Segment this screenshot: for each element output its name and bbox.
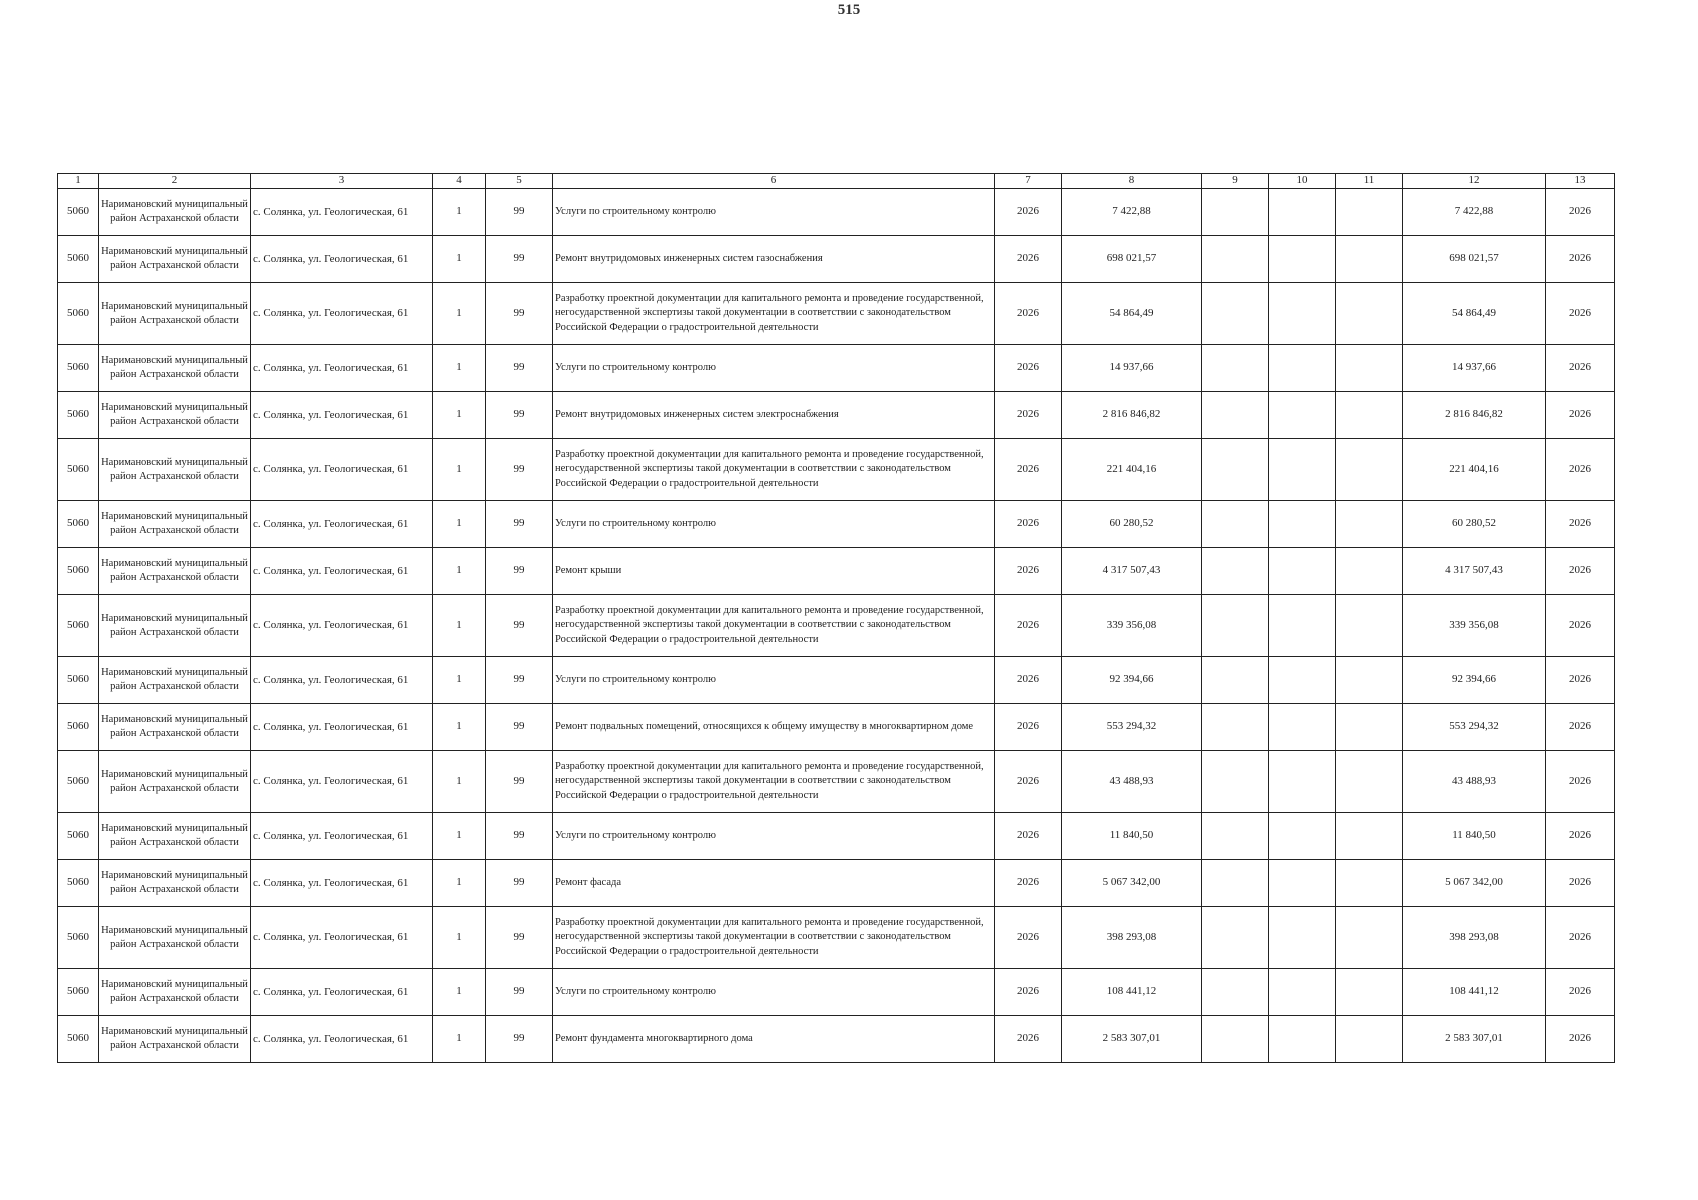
work-type-cell: Разработку проектной документации для капитального ремонта и проведение государственной, негосударственной экспертизы такой документации в соответствии с законодательством Российской Федерации о градостроительной деятельности xyxy=(553,907,995,969)
table-row xyxy=(58,813,1615,860)
municipality-cell: Наримановский муниципальный район Астраханской области xyxy=(99,907,251,969)
table-row xyxy=(58,1016,1615,1063)
col10-cell xyxy=(1269,907,1336,969)
record-id: 5060 xyxy=(58,345,99,392)
col5-cell: 99 xyxy=(486,439,553,501)
total-cell: 92 394,66 xyxy=(1403,657,1546,704)
table-row xyxy=(58,860,1615,907)
col11-cell xyxy=(1336,439,1403,501)
col10-cell xyxy=(1269,501,1336,548)
total-cell: 14 937,66 xyxy=(1403,345,1546,392)
col10-cell xyxy=(1269,751,1336,813)
municipality-cell: Наримановский муниципальный район Астраханской области xyxy=(99,236,251,283)
amount-cell: 339 356,08 xyxy=(1062,595,1202,657)
year-end-cell: 2026 xyxy=(1546,1016,1615,1063)
col10-cell xyxy=(1269,548,1336,595)
column-header-7: 7 xyxy=(995,174,1062,189)
column-header-9: 9 xyxy=(1202,174,1269,189)
total-cell: 2 816 846,82 xyxy=(1403,392,1546,439)
col11-cell xyxy=(1336,704,1403,751)
col9-cell xyxy=(1202,657,1269,704)
total-cell: 398 293,08 xyxy=(1403,907,1546,969)
col11-cell xyxy=(1336,548,1403,595)
table-row xyxy=(58,283,1615,345)
year-cell: 2026 xyxy=(995,704,1062,751)
total-cell: 108 441,12 xyxy=(1403,969,1546,1016)
table-header-row xyxy=(58,174,1615,189)
table-row xyxy=(58,751,1615,813)
col5-cell: 99 xyxy=(486,907,553,969)
col9-cell xyxy=(1202,969,1269,1016)
municipality-cell: Наримановский муниципальный район Астраханской области xyxy=(99,751,251,813)
column-header-10: 10 xyxy=(1269,174,1336,189)
year-cell: 2026 xyxy=(995,236,1062,283)
record-id: 5060 xyxy=(58,860,99,907)
col11-cell xyxy=(1336,501,1403,548)
col11-cell xyxy=(1336,751,1403,813)
col4-cell: 1 xyxy=(433,657,486,704)
work-type-cell: Ремонт подвальных помещений, относящихся к общему имуществу в многоквартирном доме xyxy=(553,704,995,751)
col5-cell: 99 xyxy=(486,704,553,751)
col9-cell xyxy=(1202,595,1269,657)
year-cell: 2026 xyxy=(995,392,1062,439)
year-cell: 2026 xyxy=(995,283,1062,345)
address-cell: с. Солянка, ул. Геологическая, 61 xyxy=(251,345,433,392)
table-row xyxy=(58,501,1615,548)
total-cell: 339 356,08 xyxy=(1403,595,1546,657)
work-type-cell: Разработку проектной документации для капитального ремонта и проведение государственной, негосударственной экспертизы такой документации в соответствии с законодательством Российской Федерации о градостроительной деятельности xyxy=(553,751,995,813)
record-id: 5060 xyxy=(58,657,99,704)
col11-cell xyxy=(1336,1016,1403,1063)
table-body xyxy=(58,189,1615,1063)
col5-cell: 99 xyxy=(486,501,553,548)
total-cell: 54 864,49 xyxy=(1403,283,1546,345)
col4-cell: 1 xyxy=(433,595,486,657)
record-id: 5060 xyxy=(58,236,99,283)
address-cell: с. Солянка, ул. Геологическая, 61 xyxy=(251,548,433,595)
col10-cell xyxy=(1269,704,1336,751)
col9-cell xyxy=(1202,392,1269,439)
col4-cell: 1 xyxy=(433,751,486,813)
col10-cell xyxy=(1269,392,1336,439)
table-row xyxy=(58,439,1615,501)
year-end-cell: 2026 xyxy=(1546,704,1615,751)
year-cell: 2026 xyxy=(995,548,1062,595)
amount-cell: 11 840,50 xyxy=(1062,813,1202,860)
table-row xyxy=(58,595,1615,657)
total-cell: 5 067 342,00 xyxy=(1403,860,1546,907)
year-cell: 2026 xyxy=(995,345,1062,392)
year-cell: 2026 xyxy=(995,189,1062,236)
repair-program-table xyxy=(57,173,1615,1063)
col10-cell xyxy=(1269,813,1336,860)
amount-cell: 398 293,08 xyxy=(1062,907,1202,969)
col9-cell xyxy=(1202,704,1269,751)
amount-cell: 14 937,66 xyxy=(1062,345,1202,392)
column-header-3: 3 xyxy=(251,174,433,189)
year-cell: 2026 xyxy=(995,439,1062,501)
record-id: 5060 xyxy=(58,813,99,860)
total-cell: 7 422,88 xyxy=(1403,189,1546,236)
total-cell: 11 840,50 xyxy=(1403,813,1546,860)
col11-cell xyxy=(1336,969,1403,1016)
col4-cell: 1 xyxy=(433,969,486,1016)
record-id: 5060 xyxy=(58,704,99,751)
col10-cell xyxy=(1269,283,1336,345)
record-id: 5060 xyxy=(58,1016,99,1063)
municipality-cell: Наримановский муниципальный район Астраханской области xyxy=(99,345,251,392)
col4-cell: 1 xyxy=(433,236,486,283)
col9-cell xyxy=(1202,345,1269,392)
col9-cell xyxy=(1202,283,1269,345)
col9-cell xyxy=(1202,751,1269,813)
col11-cell xyxy=(1336,907,1403,969)
amount-cell: 54 864,49 xyxy=(1062,283,1202,345)
col9-cell xyxy=(1202,189,1269,236)
address-cell: с. Солянка, ул. Геологическая, 61 xyxy=(251,501,433,548)
work-type-cell: Разработку проектной документации для капитального ремонта и проведение государственной, негосударственной экспертизы такой документации в соответствии с законодательством Российской Федерации о градостроительной деятельности xyxy=(553,595,995,657)
col11-cell xyxy=(1336,860,1403,907)
work-type-cell: Услуги по строительному контролю xyxy=(553,345,995,392)
column-header-5: 5 xyxy=(486,174,553,189)
address-cell: с. Солянка, ул. Геологическая, 61 xyxy=(251,392,433,439)
address-cell: с. Солянка, ул. Геологическая, 61 xyxy=(251,860,433,907)
municipality-cell: Наримановский муниципальный район Астраханской области xyxy=(99,283,251,345)
column-header-4: 4 xyxy=(433,174,486,189)
col4-cell: 1 xyxy=(433,907,486,969)
col9-cell xyxy=(1202,548,1269,595)
col10-cell xyxy=(1269,345,1336,392)
record-id: 5060 xyxy=(58,969,99,1016)
year-cell: 2026 xyxy=(995,501,1062,548)
col11-cell xyxy=(1336,345,1403,392)
col5-cell: 99 xyxy=(486,860,553,907)
col10-cell xyxy=(1269,189,1336,236)
work-type-cell: Ремонт фундамента многоквартирного дома xyxy=(553,1016,995,1063)
table-row xyxy=(58,392,1615,439)
work-type-cell: Ремонт внутридомовых инженерных систем электроснабжения xyxy=(553,392,995,439)
record-id: 5060 xyxy=(58,548,99,595)
municipality-cell: Наримановский муниципальный район Астраханской области xyxy=(99,657,251,704)
work-type-cell: Ремонт внутридомовых инженерных систем газоснабжения xyxy=(553,236,995,283)
col11-cell xyxy=(1336,392,1403,439)
total-cell: 60 280,52 xyxy=(1403,501,1546,548)
total-cell: 43 488,93 xyxy=(1403,751,1546,813)
municipality-cell: Наримановский муниципальный район Астраханской области xyxy=(99,189,251,236)
work-type-cell: Ремонт фасада xyxy=(553,860,995,907)
year-cell: 2026 xyxy=(995,813,1062,860)
year-end-cell: 2026 xyxy=(1546,439,1615,501)
address-cell: с. Солянка, ул. Геологическая, 61 xyxy=(251,813,433,860)
municipality-cell: Наримановский муниципальный район Астраханской области xyxy=(99,595,251,657)
col5-cell: 99 xyxy=(486,189,553,236)
year-end-cell: 2026 xyxy=(1546,548,1615,595)
col9-cell xyxy=(1202,907,1269,969)
col5-cell: 99 xyxy=(486,751,553,813)
col10-cell xyxy=(1269,969,1336,1016)
col11-cell xyxy=(1336,813,1403,860)
col5-cell: 99 xyxy=(486,236,553,283)
col4-cell: 1 xyxy=(433,1016,486,1063)
municipality-cell: Наримановский муниципальный район Астраханской области xyxy=(99,439,251,501)
col5-cell: 99 xyxy=(486,548,553,595)
col11-cell xyxy=(1336,657,1403,704)
col10-cell xyxy=(1269,595,1336,657)
work-type-cell: Услуги по строительному контролю xyxy=(553,657,995,704)
amount-cell: 92 394,66 xyxy=(1062,657,1202,704)
col4-cell: 1 xyxy=(433,501,486,548)
col10-cell xyxy=(1269,1016,1336,1063)
address-cell: с. Солянка, ул. Геологическая, 61 xyxy=(251,189,433,236)
municipality-cell: Наримановский муниципальный район Астраханской области xyxy=(99,548,251,595)
table-row xyxy=(58,345,1615,392)
year-end-cell: 2026 xyxy=(1546,501,1615,548)
year-end-cell: 2026 xyxy=(1546,860,1615,907)
work-type-cell: Разработку проектной документации для капитального ремонта и проведение государственной, негосударственной экспертизы такой документации в соответствии с законодательством Российской Федерации о градостроительной деятельности xyxy=(553,283,995,345)
municipality-cell: Наримановский муниципальный район Астраханской области xyxy=(99,969,251,1016)
address-cell: с. Солянка, ул. Геологическая, 61 xyxy=(251,236,433,283)
address-cell: с. Солянка, ул. Геологическая, 61 xyxy=(251,907,433,969)
total-cell: 221 404,16 xyxy=(1403,439,1546,501)
address-cell: с. Солянка, ул. Геологическая, 61 xyxy=(251,439,433,501)
col5-cell: 99 xyxy=(486,969,553,1016)
year-end-cell: 2026 xyxy=(1546,907,1615,969)
table-row xyxy=(58,907,1615,969)
address-cell: с. Солянка, ул. Геологическая, 61 xyxy=(251,595,433,657)
amount-cell: 108 441,12 xyxy=(1062,969,1202,1016)
col4-cell: 1 xyxy=(433,548,486,595)
total-cell: 2 583 307,01 xyxy=(1403,1016,1546,1063)
amount-cell: 5 067 342,00 xyxy=(1062,860,1202,907)
col9-cell xyxy=(1202,1016,1269,1063)
total-cell: 698 021,57 xyxy=(1403,236,1546,283)
col10-cell xyxy=(1269,439,1336,501)
col4-cell: 1 xyxy=(433,283,486,345)
col9-cell xyxy=(1202,236,1269,283)
table-row xyxy=(58,969,1615,1016)
amount-cell: 4 317 507,43 xyxy=(1062,548,1202,595)
year-end-cell: 2026 xyxy=(1546,345,1615,392)
col10-cell xyxy=(1269,860,1336,907)
amount-cell: 7 422,88 xyxy=(1062,189,1202,236)
address-cell: с. Солянка, ул. Геологическая, 61 xyxy=(251,751,433,813)
record-id: 5060 xyxy=(58,439,99,501)
municipality-cell: Наримановский муниципальный район Астраханской области xyxy=(99,1016,251,1063)
col5-cell: 99 xyxy=(486,595,553,657)
col5-cell: 99 xyxy=(486,392,553,439)
record-id: 5060 xyxy=(58,392,99,439)
address-cell: с. Солянка, ул. Геологическая, 61 xyxy=(251,1016,433,1063)
total-cell: 4 317 507,43 xyxy=(1403,548,1546,595)
municipality-cell: Наримановский муниципальный район Астраханской области xyxy=(99,392,251,439)
table-row xyxy=(58,548,1615,595)
work-type-cell: Услуги по строительному контролю xyxy=(553,189,995,236)
col5-cell: 99 xyxy=(486,283,553,345)
col9-cell xyxy=(1202,860,1269,907)
column-header-2: 2 xyxy=(99,174,251,189)
col4-cell: 1 xyxy=(433,704,486,751)
municipality-cell: Наримановский муниципальный район Астраханской области xyxy=(99,704,251,751)
amount-cell: 698 021,57 xyxy=(1062,236,1202,283)
year-cell: 2026 xyxy=(995,657,1062,704)
col11-cell xyxy=(1336,189,1403,236)
column-header-11: 11 xyxy=(1336,174,1403,189)
column-header-6: 6 xyxy=(553,174,995,189)
col10-cell xyxy=(1269,236,1336,283)
col4-cell: 1 xyxy=(433,392,486,439)
address-cell: с. Солянка, ул. Геологическая, 61 xyxy=(251,657,433,704)
year-end-cell: 2026 xyxy=(1546,813,1615,860)
work-type-cell: Услуги по строительному контролю xyxy=(553,969,995,1016)
year-cell: 2026 xyxy=(995,969,1062,1016)
record-id: 5060 xyxy=(58,907,99,969)
col11-cell xyxy=(1336,283,1403,345)
col4-cell: 1 xyxy=(433,189,486,236)
year-end-cell: 2026 xyxy=(1546,283,1615,345)
total-cell: 553 294,32 xyxy=(1403,704,1546,751)
year-cell: 2026 xyxy=(995,860,1062,907)
year-end-cell: 2026 xyxy=(1546,595,1615,657)
col9-cell xyxy=(1202,813,1269,860)
col5-cell: 99 xyxy=(486,813,553,860)
year-end-cell: 2026 xyxy=(1546,751,1615,813)
municipality-cell: Наримановский муниципальный район Астраханской области xyxy=(99,501,251,548)
year-end-cell: 2026 xyxy=(1546,189,1615,236)
amount-cell: 2 583 307,01 xyxy=(1062,1016,1202,1063)
year-end-cell: 2026 xyxy=(1546,236,1615,283)
page-number: 515 xyxy=(837,2,861,18)
column-header-8: 8 xyxy=(1062,174,1202,189)
col11-cell xyxy=(1336,236,1403,283)
address-cell: с. Солянка, ул. Геологическая, 61 xyxy=(251,283,433,345)
address-cell: с. Солянка, ул. Геологическая, 61 xyxy=(251,969,433,1016)
work-type-cell: Услуги по строительному контролю xyxy=(553,813,995,860)
col10-cell xyxy=(1269,657,1336,704)
year-cell: 2026 xyxy=(995,595,1062,657)
record-id: 5060 xyxy=(58,595,99,657)
municipality-cell: Наримановский муниципальный район Астраханской области xyxy=(99,813,251,860)
col4-cell: 1 xyxy=(433,439,486,501)
column-header-12: 12 xyxy=(1403,174,1546,189)
col5-cell: 99 xyxy=(486,345,553,392)
col5-cell: 99 xyxy=(486,1016,553,1063)
amount-cell: 60 280,52 xyxy=(1062,501,1202,548)
table-row xyxy=(58,189,1615,236)
record-id: 5060 xyxy=(58,751,99,813)
year-cell: 2026 xyxy=(995,1016,1062,1063)
year-end-cell: 2026 xyxy=(1546,657,1615,704)
year-end-cell: 2026 xyxy=(1546,392,1615,439)
municipality-cell: Наримановский муниципальный район Астраханской области xyxy=(99,860,251,907)
column-header-1: 1 xyxy=(58,174,99,189)
col5-cell: 99 xyxy=(486,657,553,704)
record-id: 5060 xyxy=(58,189,99,236)
table-row xyxy=(58,704,1615,751)
col4-cell: 1 xyxy=(433,813,486,860)
col11-cell xyxy=(1336,595,1403,657)
record-id: 5060 xyxy=(58,283,99,345)
address-cell: с. Солянка, ул. Геологическая, 61 xyxy=(251,704,433,751)
col4-cell: 1 xyxy=(433,860,486,907)
amount-cell: 553 294,32 xyxy=(1062,704,1202,751)
work-type-cell: Услуги по строительному контролю xyxy=(553,501,995,548)
amount-cell: 2 816 846,82 xyxy=(1062,392,1202,439)
table-row xyxy=(58,657,1615,704)
col9-cell xyxy=(1202,501,1269,548)
year-cell: 2026 xyxy=(995,907,1062,969)
col4-cell: 1 xyxy=(433,345,486,392)
year-cell: 2026 xyxy=(995,751,1062,813)
record-id: 5060 xyxy=(58,501,99,548)
year-end-cell: 2026 xyxy=(1546,969,1615,1016)
column-header-13: 13 xyxy=(1546,174,1615,189)
table-row xyxy=(58,236,1615,283)
work-type-cell: Разработку проектной документации для капитального ремонта и проведение государственной, негосударственной экспертизы такой документации в соответствии с законодательством Российской Федерации о градостроительной деятельности xyxy=(553,439,995,501)
work-type-cell: Ремонт крыши xyxy=(553,548,995,595)
col9-cell xyxy=(1202,439,1269,501)
amount-cell: 221 404,16 xyxy=(1062,439,1202,501)
amount-cell: 43 488,93 xyxy=(1062,751,1202,813)
